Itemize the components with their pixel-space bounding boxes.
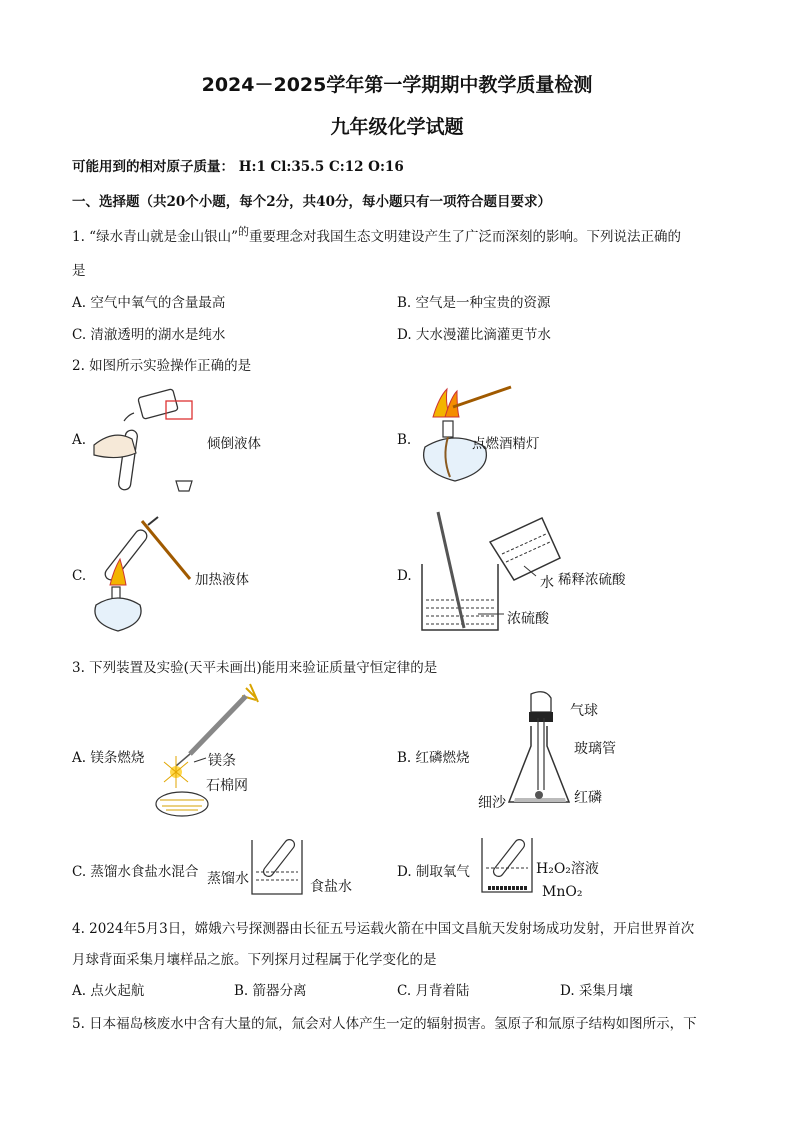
q2-option-a-caption: 倾倒液体 xyxy=(207,436,261,452)
q3-option-c[interactable]: C. 蒸馏水食盐水混合 xyxy=(72,864,199,880)
q4-option-d[interactable]: D. 采集月壤 xyxy=(560,983,633,999)
salt-water-label: 食盐水 xyxy=(310,879,352,895)
q4-stem-line1: 4. 2024年5月3日，嫦娥六号探测器由长征五号运载火箭在中国文昌航天发射场成功发射，开启世界首次 xyxy=(72,921,695,937)
q2-option-d-letter[interactable]: D. xyxy=(397,568,412,584)
glass-tube-label: 玻璃管 xyxy=(574,741,616,757)
q3-option-d[interactable]: D. 制取氧气 xyxy=(397,864,470,880)
mix-water-figure xyxy=(248,832,308,897)
q2-option-d-caption: 稀释浓硫酸 xyxy=(558,572,626,588)
exam-subtitle: 九年级化学试题 xyxy=(330,116,464,138)
q3-option-a[interactable]: A. 镁条燃烧 xyxy=(72,750,145,766)
q1-stem-b: 重要理念对我国生态文明建设产生了广泛而深刻的影响。下列说法正确的 xyxy=(248,229,681,245)
balloon-label: 气球 xyxy=(570,703,598,719)
q1-option-c[interactable]: C. 清澈透明的湖水是纯水 xyxy=(72,327,226,343)
q1-stem-cont: 是 xyxy=(72,263,86,279)
section-heading: 一、选择题（共20个小题，每个2分，共40分，每小题只有一项符合题目要求） xyxy=(72,194,551,210)
oxygen-prep-figure xyxy=(478,832,538,897)
fine-sand-label: 细沙 xyxy=(478,795,506,811)
q2-option-c-caption: 加热液体 xyxy=(195,572,249,588)
heat-liquid-figure xyxy=(90,515,200,635)
q3-stem: 3. 下列装置及实验(天平未画出)能用来验证质量守恒定律的是 xyxy=(72,660,438,676)
mno2-label: MnO₂ xyxy=(542,884,583,900)
red-phosphorus-label: 红磷 xyxy=(574,790,602,806)
q2-option-a-letter[interactable]: A. xyxy=(72,432,87,448)
acid-label: 浓硫酸 xyxy=(507,611,549,627)
q2-option-b-caption: 点燃酒精灯 xyxy=(472,436,540,452)
distilled-water-label: 蒸馏水 xyxy=(207,871,249,887)
q3-option-b[interactable]: B. 红磷燃烧 xyxy=(397,750,470,766)
exam-title: 2024－2025学年第一学期期中教学质量检测 xyxy=(201,74,593,96)
q1-option-d[interactable]: D. 大水漫灌比滴灌更节水 xyxy=(397,327,551,343)
atomic-masses: 可能用到的相对原子质量： H:1 Cl:35.5 C:12 O:16 xyxy=(72,159,404,175)
q4-option-c[interactable]: C. 月背着陆 xyxy=(397,983,470,999)
q4-option-a[interactable]: A. 点火起航 xyxy=(72,983,145,999)
h2o2-label: H₂O₂溶液 xyxy=(536,861,599,877)
asbestos-net-label: 石棉网 xyxy=(206,778,248,794)
q2-option-b-letter[interactable]: B. xyxy=(397,432,412,448)
q2-stem: 2. 如图所示实验操作正确的是 xyxy=(72,358,252,374)
q5-stem: 5. 日本福岛核废水中含有大量的氚，氚会对人体产生一定的辐射损害。氢原子和氚原子结构如图所示，下 xyxy=(72,1016,697,1032)
q1-stem-sup: 的 xyxy=(237,225,249,238)
q1-option-b[interactable]: B. 空气是一种宝贵的资源 xyxy=(397,295,551,311)
pour-liquid-figure xyxy=(92,385,212,500)
q4-option-b[interactable]: B. 箭器分离 xyxy=(234,983,307,999)
q1-stem-a: 1. “绿水青山就是金山银山” xyxy=(72,229,238,245)
red-phosphorus-figure xyxy=(505,690,575,810)
q1-stem xyxy=(72,225,681,245)
q2-option-c-letter[interactable]: C. xyxy=(72,568,87,584)
water-label: 水 xyxy=(540,575,554,591)
q4-stem-line2: 月球背面采集月壤样品之旅。下列探月过程属于化学变化的是 xyxy=(72,952,437,968)
magnesium-label: 镁条 xyxy=(208,753,236,769)
q1-option-a[interactable]: A. 空气中氧气的含量最高 xyxy=(72,295,226,311)
